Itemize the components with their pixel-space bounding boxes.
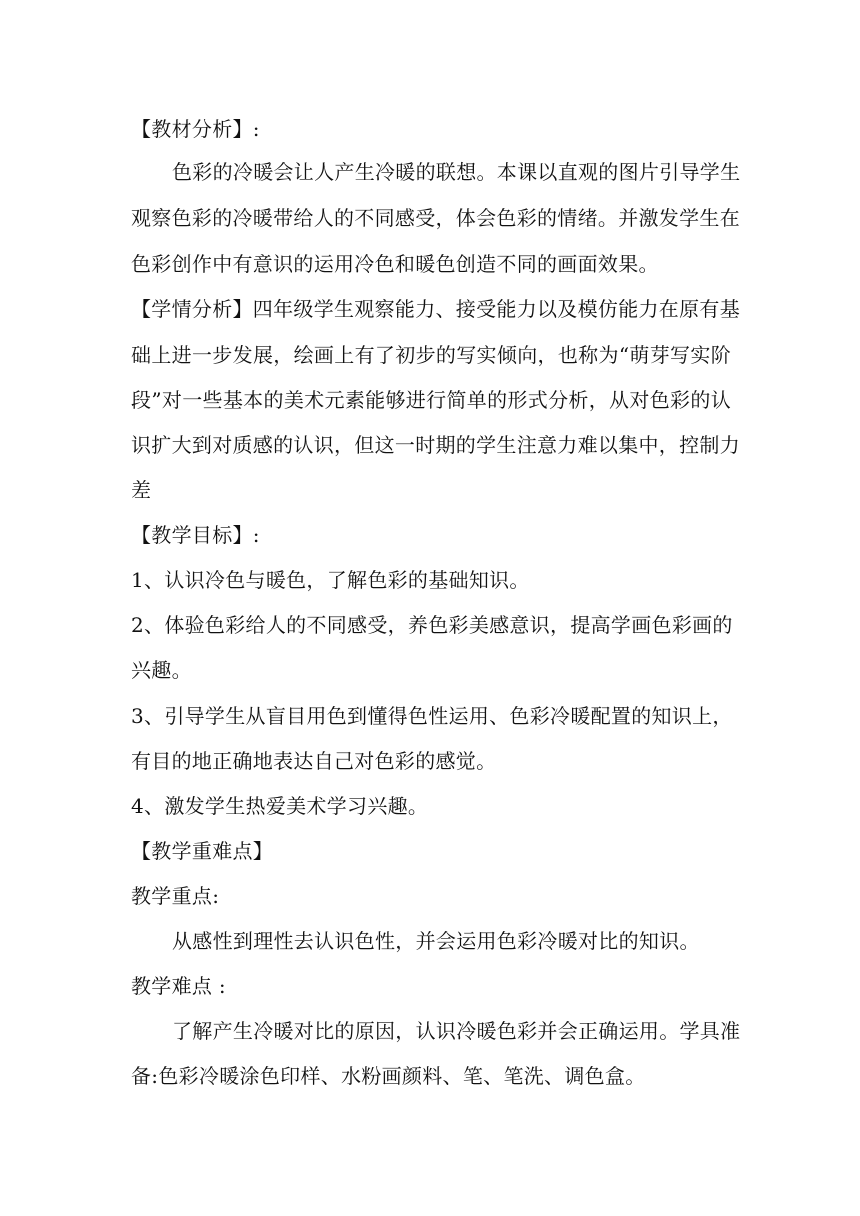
key-label: 教学重点: (131, 884, 220, 908)
objective-line: 4、激发学生热爱美术学习兴趣。 (131, 794, 429, 818)
learner-line: 段”对一些基本的美术元素能够进行简单的形式分析，从对色彩的认 (131, 388, 731, 412)
objective-line: 2、体验色彩给人的不同感受，养色彩美感意识，提高学画色彩画的 (131, 613, 733, 637)
learner-line: 【学情分析】四年级学生观察能力、接受能力以及模仿能力在原有基 (131, 297, 740, 321)
objective-line: 兴趣。 (131, 658, 192, 682)
difficulty-line: 了解产生冷暖对比的原因，认识冷暖色彩并会正确运用。学具准 (172, 1019, 741, 1043)
difficulty-line: 备:色彩冷暖涂色印样、水粉画颜料、笔、笔洗、调色盒。 (131, 1064, 646, 1088)
objectives-heading: 【教学目标】: (131, 523, 260, 547)
difficulty-label: 教学难点 : (131, 974, 226, 998)
keypoints-heading: 【教学重难点】 (131, 839, 274, 863)
analysis-line: 观察色彩的冷暖带给人的不同感受，体会色彩的情绪。并激发学生在 (131, 206, 740, 230)
analysis-line: 色彩创作中有意识的运用冷色和暖色创造不同的画面效果。 (131, 252, 659, 276)
objective-line: 有目的地正确地表达自己对色彩的感觉。 (131, 749, 497, 773)
learner-line: 差 (131, 478, 152, 502)
analysis-heading: 【教材分析】: (131, 117, 260, 141)
learner-line: 础上进一步发展，绘画上有了初步的写实倾向，也称为“萌芽写实阶 (131, 343, 731, 367)
objective-line: 1、认识冷色与暖色，了解色彩的基础知识。 (131, 568, 530, 592)
objective-line: 3、引导学生从盲目用色到懂得色性运用、色彩冷暖配置的知识上， (131, 704, 733, 728)
key-text: 从感性到理性去认识色性，并会运用色彩冷暖对比的知识。 (172, 929, 700, 953)
learner-line: 识扩大到对质感的认识，但这一时期的学生注意力难以集中，控制力 (131, 433, 740, 457)
analysis-line: 色彩的冷暖会让人产生冷暖的联想。本课以直观的图片引导学生 (172, 160, 741, 184)
